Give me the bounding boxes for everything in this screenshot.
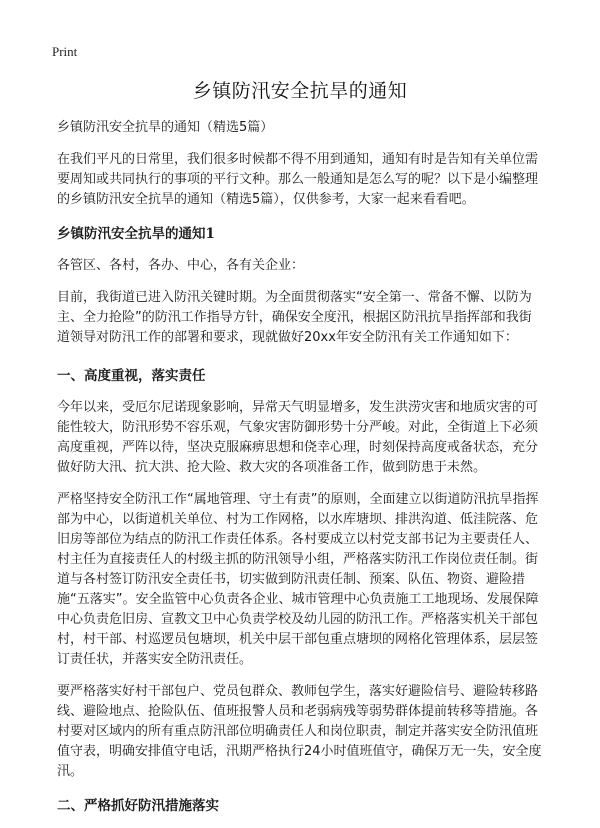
paragraph-2: 严格坚持安全防汛工作“属地管理、守土有责”的原则，全面建立以街道防汛抗旱指挥部为中心，以街道机关单位、村为工作网格，以水库塘坝、排洪沟道、低洼院落、危旧房等部位为结点的防汛工作责任体系。各村要成立以村党支部书记为主要责任人、村主任为直接责任人的村级主抓的防汛领导小组，严格落实防汛工作岗位责任制。街道与各村签订防汛安全责任书，切实做到防汛责任制、预案、队伍、物资、避险措施“五落实”。安全监管中心负责各企业、城市管理中心负责施工工地现场、发展保障中心负责危旧房、宣教文卫中心负责学校及幼儿园的防汛工作。严格落实机关干部包村，村干部、村巡逻员包塘坝，机关中层干部包重点塘坝的网格化管理体系，层层签订责任状，并落实安全防汛责任。 <box>57 492 539 667</box>
document-page <box>57 76 543 828</box>
subtitle: 乡镇防汛安全抗旱的通知（精选5篇） <box>57 120 274 135</box>
paragraph-1: 今年以来，受厄尔尼诺现象影响，异常天气明显增多，发生洪涝灾害和地质灾害的可能性较大，防汛形势不容乐观，气象灾害防御形势十分严峻。对此，全街道上下必须高度重视，严阵以待，坚决克服麻痹思想和侥幸心理，时刻保持高度戒备状态，充分做好防大汛、抗大洪、抢大险、救大灾的各项准备工作，做到防患于未然。 <box>57 400 539 475</box>
print-link[interactable]: Print <box>52 44 78 59</box>
paragraph-3: 要严格落实好村干部包户、党员包群众、教师包学生，落实好避险信号、避险转移路线、避险地点、抢险队伍、值班报警人员和老弱病残等弱势群体提前转移等措施。各村要对区域内的所有重点防汛部位明确责任人和岗位职责，制定并落实安全防汛值班值守表，明确安排值守电话，汛期严格执行24小时值班值守，确保万无一失，安全度汛。 <box>57 684 542 779</box>
heading-two: 二、严格抓好防汛措施落实 <box>57 798 219 814</box>
section-heading: 乡镇防汛安全抗旱的通知1 <box>57 226 215 242</box>
heading-one: 一、高度重视，落实责任 <box>57 368 206 384</box>
greeting-paragraph: 各管区、各村，各办、中心，各有关企业： <box>57 258 305 273</box>
intro-paragraph: 在我们平凡的日常里，我们很多时候都不得不用到通知，通知有时是告知有关单位需要周知或共同执行的事项的平行文种。那么一般通知是怎么写的呢？以下是小编整理的乡镇防汛安全抗旱的通知（精选5篇），仅供参考，大家一起来看看吧。 <box>57 152 539 207</box>
page-title: 乡镇防汛安全抗旱的通知 <box>192 80 408 102</box>
notice-intro-paragraph: 目前，我街道已进入防汛关键时期。为全面贯彻落实“安全第一、常备不懈、以防为主、全力抢险”的防汛工作指导方针，确保安全度汛，根据区防汛抗旱指挥部和我街道领导对防汛工作的部署和要求，现就做好20xx年安全防汛有关工作通知如下： <box>57 290 532 345</box>
